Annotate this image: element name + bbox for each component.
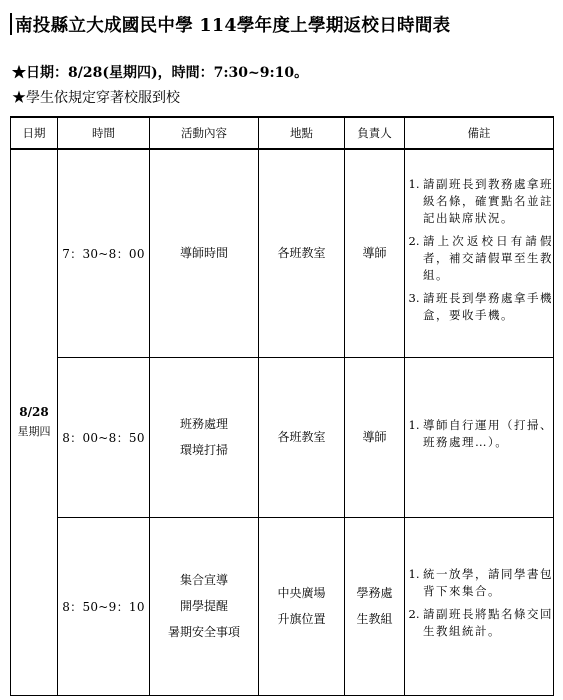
person-cell xyxy=(345,517,405,695)
person-line: 導師 xyxy=(362,246,387,261)
activity-line: 暑期安全事項 xyxy=(167,625,240,639)
notes-cell xyxy=(405,149,554,357)
table-row xyxy=(11,149,554,357)
location-cell xyxy=(259,517,345,695)
time-cell: 8：00~8：50 xyxy=(58,357,150,517)
header-date: 日期 xyxy=(11,117,58,149)
activity-cell xyxy=(150,517,259,695)
header-person: 負責人 xyxy=(345,117,405,149)
header-activity: 活動內容 xyxy=(150,117,259,149)
date-time-info: ★日期：8/28(星期四)，時間：7:30~9:10。 xyxy=(12,65,309,81)
activity-line: 導師時間 xyxy=(179,246,228,261)
location-line: 各班教室 xyxy=(277,430,326,444)
location-cell xyxy=(259,149,345,357)
notes-cell xyxy=(405,357,554,517)
activity-line: 環境打掃 xyxy=(179,443,228,457)
note-item: 1. 統一放學，請同學書包背下來集合。 xyxy=(408,567,553,598)
time-cell: 8：50~9：10 xyxy=(58,517,150,695)
person-cell xyxy=(345,357,405,517)
person-line: 學務處 xyxy=(356,586,393,600)
title-text: 南投縣立大成國民中學 114學年度上學期返校日時間表 xyxy=(15,16,451,36)
table-row xyxy=(11,357,554,517)
notes-cell xyxy=(405,517,554,695)
person-line: 生教組 xyxy=(356,612,393,626)
date-cell xyxy=(11,149,58,695)
note-item: 2. 請副班長將點名條交回生教組統計。 xyxy=(408,607,553,638)
table-row xyxy=(11,517,554,695)
activity-cell xyxy=(150,149,259,357)
person-cell xyxy=(345,149,405,357)
date-weekday: 星期四 xyxy=(17,425,51,439)
title-left-bar xyxy=(10,13,12,35)
header-notes: 備註 xyxy=(405,117,554,149)
activity-line: 班務處理 xyxy=(179,417,228,431)
activity-line: 開學提醒 xyxy=(179,599,228,613)
time-cell: 7：30~8：00 xyxy=(58,149,150,357)
date-day: 8/28 xyxy=(19,405,49,420)
dress-code-info: ★學生依規定穿著校服到校 xyxy=(12,90,180,106)
location-cell xyxy=(259,357,345,517)
page-title xyxy=(10,12,555,37)
header-time: 時間 xyxy=(58,117,150,149)
header-location: 地點 xyxy=(259,117,345,149)
note-item: 1. 請副班長到教務處拿班級名條，確實點名並註記出缺席狀況。 xyxy=(408,177,553,226)
schedule-table xyxy=(10,116,554,696)
activity-line: 集合宣導 xyxy=(179,573,228,587)
table-header-row xyxy=(11,117,554,149)
location-line: 升旗位置 xyxy=(277,612,326,626)
person-line: 導師 xyxy=(362,430,387,444)
note-item: 1. 導師自行運用（打掃、班務處理…）。 xyxy=(408,418,553,449)
location-line: 各班教室 xyxy=(277,246,326,261)
activity-cell xyxy=(150,357,259,517)
note-item: 3. 請班長到學務處拿手機盒，要收手機。 xyxy=(408,291,553,323)
note-item: 2. 請上次返校日有請假者，補交請假單至生教組。 xyxy=(408,234,553,283)
location-line: 中央廣場 xyxy=(277,586,326,600)
